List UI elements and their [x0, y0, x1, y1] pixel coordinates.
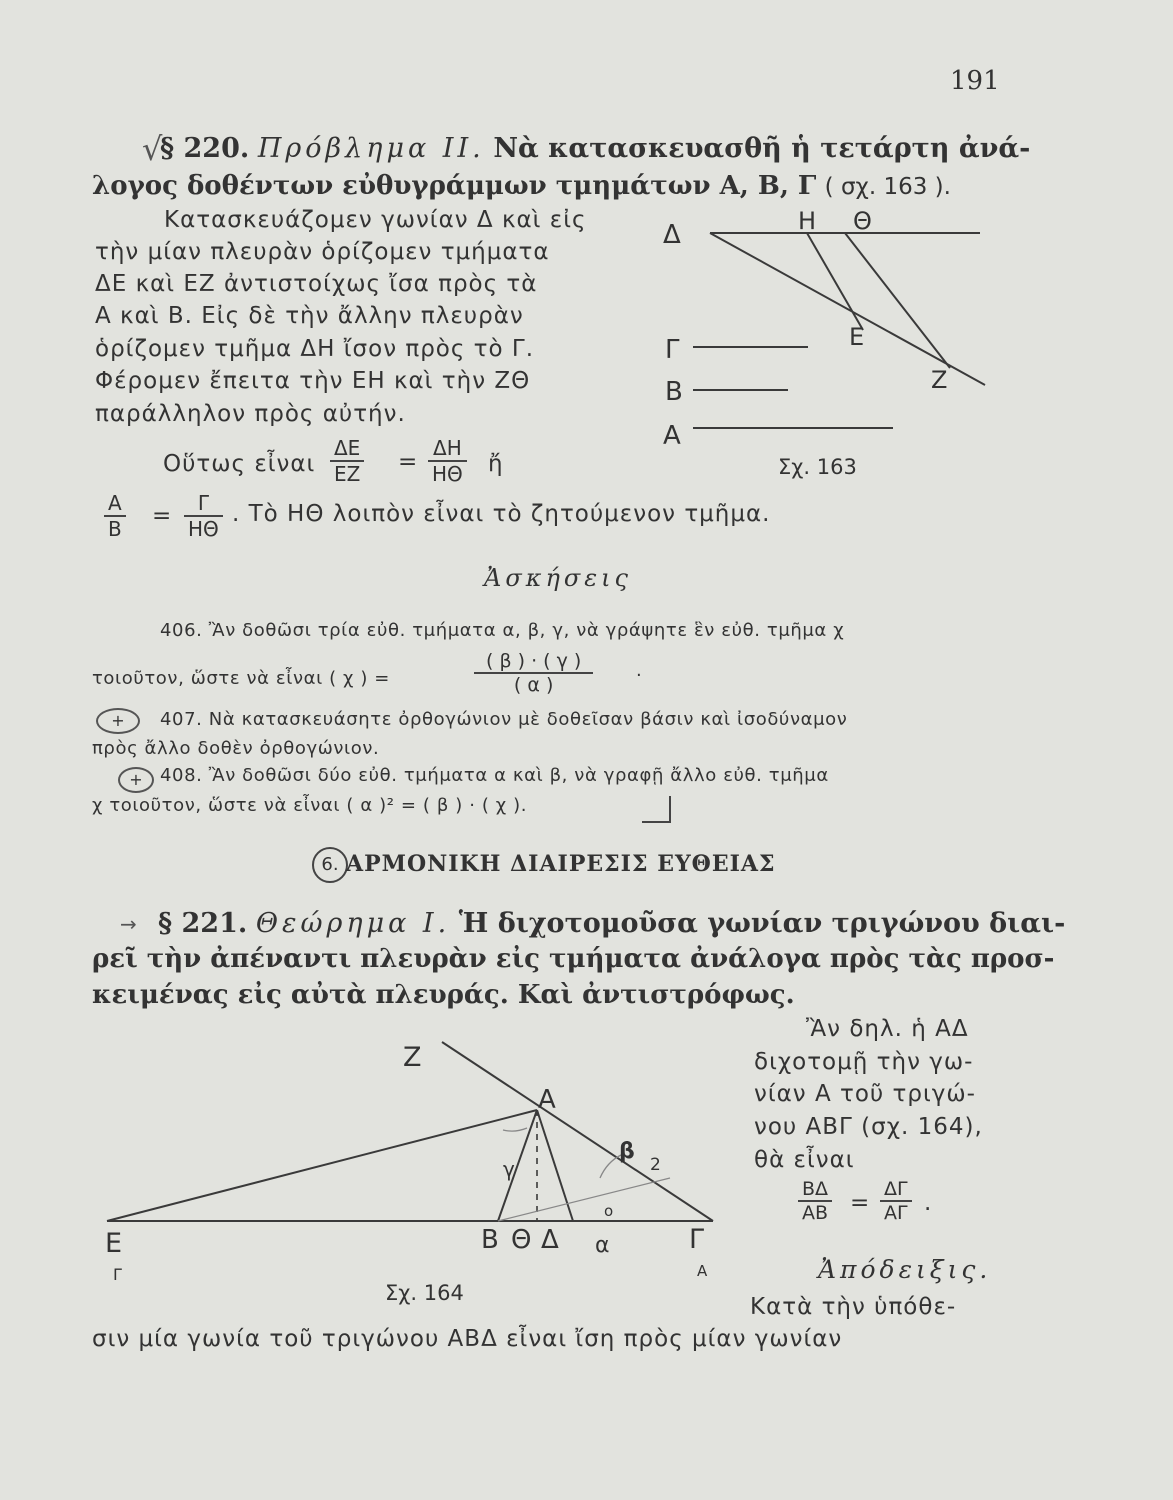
section-number: § 220.	[160, 133, 250, 164]
equals-sign: =	[152, 503, 173, 529]
last-line: σιν μία γωνία τοῦ τριγώνου ΑΒΔ εἶναι ἴση πρὸς μίαν γωνίαν	[92, 1326, 843, 1352]
handwritten-two: 2	[650, 1155, 661, 1175]
bisector-a-d	[537, 1110, 573, 1221]
pencil-line	[498, 1178, 670, 1221]
header-statement-2: λογος δοθέντων εὐθυγράμμων τμημάτων Α, Β, Γ	[92, 171, 817, 201]
fraction-end-period: .	[924, 1190, 933, 1216]
chapter-title: ΑΡΜΟΝΙΚΗ ΔΙΑΙΡΕΣΙΣ ΕΥΘΕΙΑΣ	[346, 851, 776, 877]
fraction-numerator: Γ	[184, 491, 223, 517]
theorem-statement-1: Ἡ διχοτομοῦσα γωνίαν τριγώνου διαι-	[458, 908, 1066, 939]
segment-eh	[807, 233, 863, 330]
handwritten-gamma: γ	[503, 1157, 515, 1181]
chapter-number: 6.	[312, 847, 348, 883]
handwritten-o: ο	[604, 1202, 614, 1220]
figure-163-caption: Σχ. 163	[778, 455, 857, 479]
fraction-a-b	[104, 491, 126, 541]
section-220-header	[160, 133, 1030, 164]
section-number: § 221.	[158, 908, 248, 939]
figure-163	[655, 200, 1000, 480]
label-b: Β	[481, 1225, 499, 1255]
exercise-406-fraction	[474, 650, 593, 696]
fraction-denominator: ΗΘ	[432, 462, 463, 486]
figure-164-caption: Σχ. 164	[385, 1281, 464, 1305]
label-b: Β	[665, 377, 683, 407]
or-word: ἤ	[488, 451, 504, 477]
fraction-de-ez	[330, 436, 364, 486]
handwritten-bracket-mark	[636, 792, 686, 828]
line-e-a	[107, 1110, 537, 1221]
conclusion-text: . Τὸ ΗΘ λοιπὸν εἶναι τὸ ζητούμενον τμῆμα.	[232, 501, 771, 527]
label-e: Ε	[105, 1228, 123, 1259]
ray-bottom	[710, 233, 985, 385]
handwritten-plus-mark-408: +	[118, 767, 154, 793]
body-line-7: παράλληλον πρὸς αὐτήν.	[95, 401, 406, 427]
exercise-407-line2: πρὸς ἄλλο δοθὲν ὀρθογώνιον.	[92, 738, 380, 759]
exercise-407-line1: 407. Νὰ κατασκευάσητε ὀρθογώνιον μὲ δοθεῖσαν βάσιν καὶ ἰσοδύναμον	[160, 709, 848, 730]
proof-title: Ἀπόδειξις.	[818, 1255, 992, 1284]
fraction-numerator: ΔΗ	[428, 436, 467, 462]
handwritten-beta: β	[619, 1139, 635, 1164]
pencil-gamma: Γ	[113, 1265, 122, 1284]
line-z-g	[442, 1042, 713, 1221]
label-a: Α	[663, 421, 681, 451]
equals-sign: =	[850, 1190, 871, 1216]
fraction-g-hth	[184, 491, 223, 541]
right-line-5: θὰ εἶναι	[754, 1147, 855, 1173]
label-d: Δ	[541, 1225, 559, 1255]
figure-reference: ( σχ. 163 ).	[824, 174, 951, 200]
label-th: Θ	[511, 1225, 532, 1255]
fraction-numerator: ΒΔ	[798, 1178, 832, 1202]
body-line-1: Κατασκευάζομεν γωνίαν Δ καὶ εἰς	[164, 207, 587, 233]
body-line-4: Α καὶ Β. Εἰς δὲ τὴν ἄλλην πλευρὰν	[95, 303, 524, 329]
header-statement-1: Νὰ κατασκευασθῆ ἡ τετάρτη ἀνά-	[493, 133, 1031, 164]
proof-line-1: Κατὰ τὴν ὑπόθε-	[750, 1294, 957, 1320]
label-th: Θ	[853, 207, 872, 235]
body-line-3: ΔΕ καὶ ΕΖ ἀντιστοίχως ἴσα πρὸς τὰ	[95, 271, 538, 297]
right-line-4: νου ΑΒΓ (σχ. 164),	[754, 1114, 983, 1140]
fraction-dh-hth	[428, 436, 467, 486]
handwritten-alpha: α	[595, 1233, 610, 1258]
page-number: 191	[950, 66, 1000, 96]
label-d: Δ	[663, 220, 681, 250]
label-z: Ζ	[931, 366, 948, 394]
equals-sign: =	[398, 449, 419, 475]
pencil-alpha: Α	[697, 1262, 708, 1280]
fraction-denominator: ΗΘ	[188, 517, 219, 541]
label-a: Α	[538, 1085, 556, 1115]
exercise-406-end: .	[636, 660, 643, 681]
section-220-header-line2	[92, 171, 951, 201]
fraction-bd-ab	[798, 1178, 832, 1224]
label-z: Ζ	[403, 1042, 422, 1073]
body-line-2: τὴν μίαν πλευρὰν ὁρίζομεν τμήματα	[95, 239, 550, 265]
fraction-numerator: ΔΕ	[330, 436, 364, 462]
exercise-408-line1: 408. Ἂν δοθῶσι δύο εὐθ. τμήματα α καὶ β, νὰ γραφῇ ἄλλο εὐθ. τμῆμα	[160, 765, 829, 786]
handwritten-plus-mark-407: +	[96, 708, 140, 734]
fraction-numerator: ΔΓ	[880, 1178, 912, 1202]
exercise-406-line2: τοιοῦτον, ὥστε νὰ εἶναι ( χ ) =	[92, 668, 390, 689]
right-line-1: Ἂν δηλ. ἡ ΑΔ	[806, 1016, 969, 1042]
fraction-denominator: ΕΖ	[334, 462, 361, 486]
label-h: Η	[798, 207, 817, 235]
check-mark: √	[142, 130, 163, 168]
label-g: Γ	[689, 1224, 705, 1255]
theorem-statement-2: ρεῖ τὴν ἀπέναντι πλευρὰν εἰς τμήματα ἀνάλογα πρὸς τὰς προσ-	[92, 944, 1055, 974]
exercise-408-line2: χ τοιοῦτον, ὥστε νὰ εἶναι ( α )² = ( β ) · ( χ ).	[92, 795, 528, 816]
fraction-numerator: ( β ) · ( γ )	[474, 650, 593, 674]
right-line-2: διχοτομῇ τὴν γω-	[754, 1049, 974, 1075]
arrow-mark: →	[120, 912, 137, 936]
exercises-title: Ἀσκήσεις	[484, 564, 632, 592]
theorem-statement-3: κειμένας εἰς αὐτὰ πλευράς. Καὶ ἀντιστρόφως.	[92, 980, 795, 1010]
label-g: Γ	[665, 335, 680, 365]
theorem-title: Θεώρημα I.	[255, 908, 451, 939]
fraction-dg-ag	[880, 1178, 912, 1224]
label-e: Ε	[849, 323, 865, 351]
figure-164	[95, 1030, 735, 1320]
right-line-3: νίαν Α τοῦ τριγώ-	[754, 1081, 976, 1107]
body-line-5: ὁρίζομεν τμῆμα ΔΗ ἴσον πρὸς τὸ Γ.	[95, 336, 535, 362]
outos-text: Οὕτως εἶναι	[163, 451, 316, 477]
problem-title: Πρόβλημα II.	[257, 133, 485, 164]
section-221-header	[158, 908, 1065, 939]
fraction-denominator: ( α )	[513, 674, 554, 696]
fraction-numerator: Α	[104, 491, 126, 517]
pencil-arc	[503, 1128, 527, 1131]
exercise-406-line1: 406. Ἂν δοθῶσι τρία εὐθ. τμήματα α, β, γ, νὰ γράψητε ἓν εὐθ. τμῆμα χ	[160, 620, 845, 641]
fraction-denominator: ΑΓ	[884, 1202, 908, 1224]
body-line-6: Φέρομεν ἔπειτα τὴν ΕΗ καὶ τὴν ΖΘ	[95, 368, 531, 394]
fraction-denominator: Β	[108, 517, 122, 541]
fraction-denominator: ΑΒ	[802, 1202, 829, 1224]
